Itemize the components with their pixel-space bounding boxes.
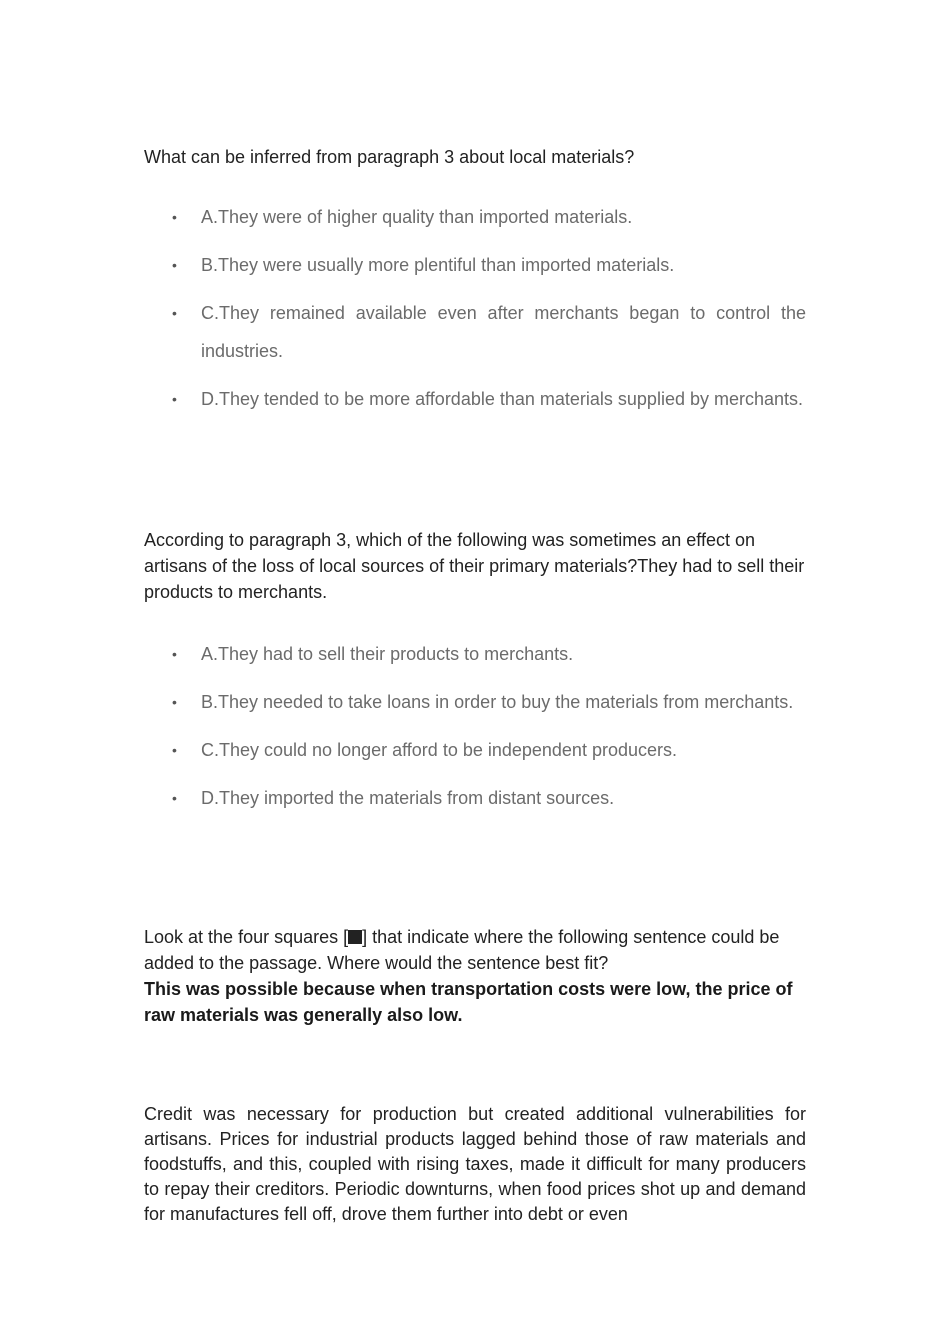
option-a[interactable] [144, 198, 806, 236]
square-icon [348, 930, 362, 944]
question-3-text [144, 924, 806, 976]
bullet-icon: • [172, 646, 177, 662]
bullet-icon: • [172, 694, 177, 710]
option-c[interactable] [144, 731, 806, 769]
bullet-icon: • [172, 742, 177, 758]
option-d[interactable] [144, 380, 806, 418]
option-b-text: B.They needed to take loans in order to buy the materials from merchants. [201, 692, 794, 712]
bullet-icon: • [172, 305, 177, 321]
question-3-intro-before: Look at the four squares [ [144, 927, 349, 947]
option-a[interactable] [144, 635, 806, 673]
question-1 [144, 144, 806, 409]
option-c[interactable] [144, 294, 806, 370]
option-c-text: C.They remained available even after merchants began to control the industries. [201, 303, 806, 361]
option-b-text: B.They were usually more plentiful than imported materials. [201, 255, 675, 275]
passage [144, 1102, 806, 1227]
bullet-icon: • [172, 790, 177, 806]
passage-text: Credit was necessary for production but created additional vulnerabilities for artisans. Prices for industrial products lagged behind those of raw materials and foodstuffs, and this, coupled with rising taxes, made it difficult for many producers to repay their creditors. Periodic downturns, when food prices shot up and demand for manufactures fell off, drove them further into debt or even [144, 1104, 806, 1224]
option-a-text: A.They had to sell their products to merchants. [201, 644, 574, 664]
question-1-text: What can be inferred from paragraph 3 about local materials? [144, 147, 635, 167]
question-3 [144, 924, 806, 1028]
question-2-text: According to paragraph 3, which of the following was sometimes an effect on artisans of the loss of local sources of their primary materials?They had to sell their products to merchants. [144, 530, 805, 602]
question-2 [144, 527, 806, 808]
option-b[interactable] [144, 683, 806, 721]
option-c-text: C.They could no longer afford to be independent producers. [201, 740, 677, 760]
question-1-options [144, 198, 806, 428]
option-d-text: D.They imported the materials from distant sources. [201, 788, 615, 808]
question-2-options [144, 635, 806, 827]
option-d[interactable] [144, 779, 806, 817]
option-d-text: D.They tended to be more affordable than materials supplied by merchants. [201, 389, 804, 409]
bullet-icon: • [172, 391, 177, 407]
option-a-text: A.They were of higher quality than imported materials. [201, 207, 633, 227]
bullet-icon: • [172, 257, 177, 273]
bullet-icon: • [172, 209, 177, 225]
question-3-intro-after: ] that indicate where the following sentence could be added to the passage. Where would the sentence best fit? [144, 927, 780, 973]
option-b[interactable] [144, 246, 806, 284]
insert-sentence: This was possible because when transportation costs were low, the price of raw materials was generally also low. [144, 979, 793, 1025]
